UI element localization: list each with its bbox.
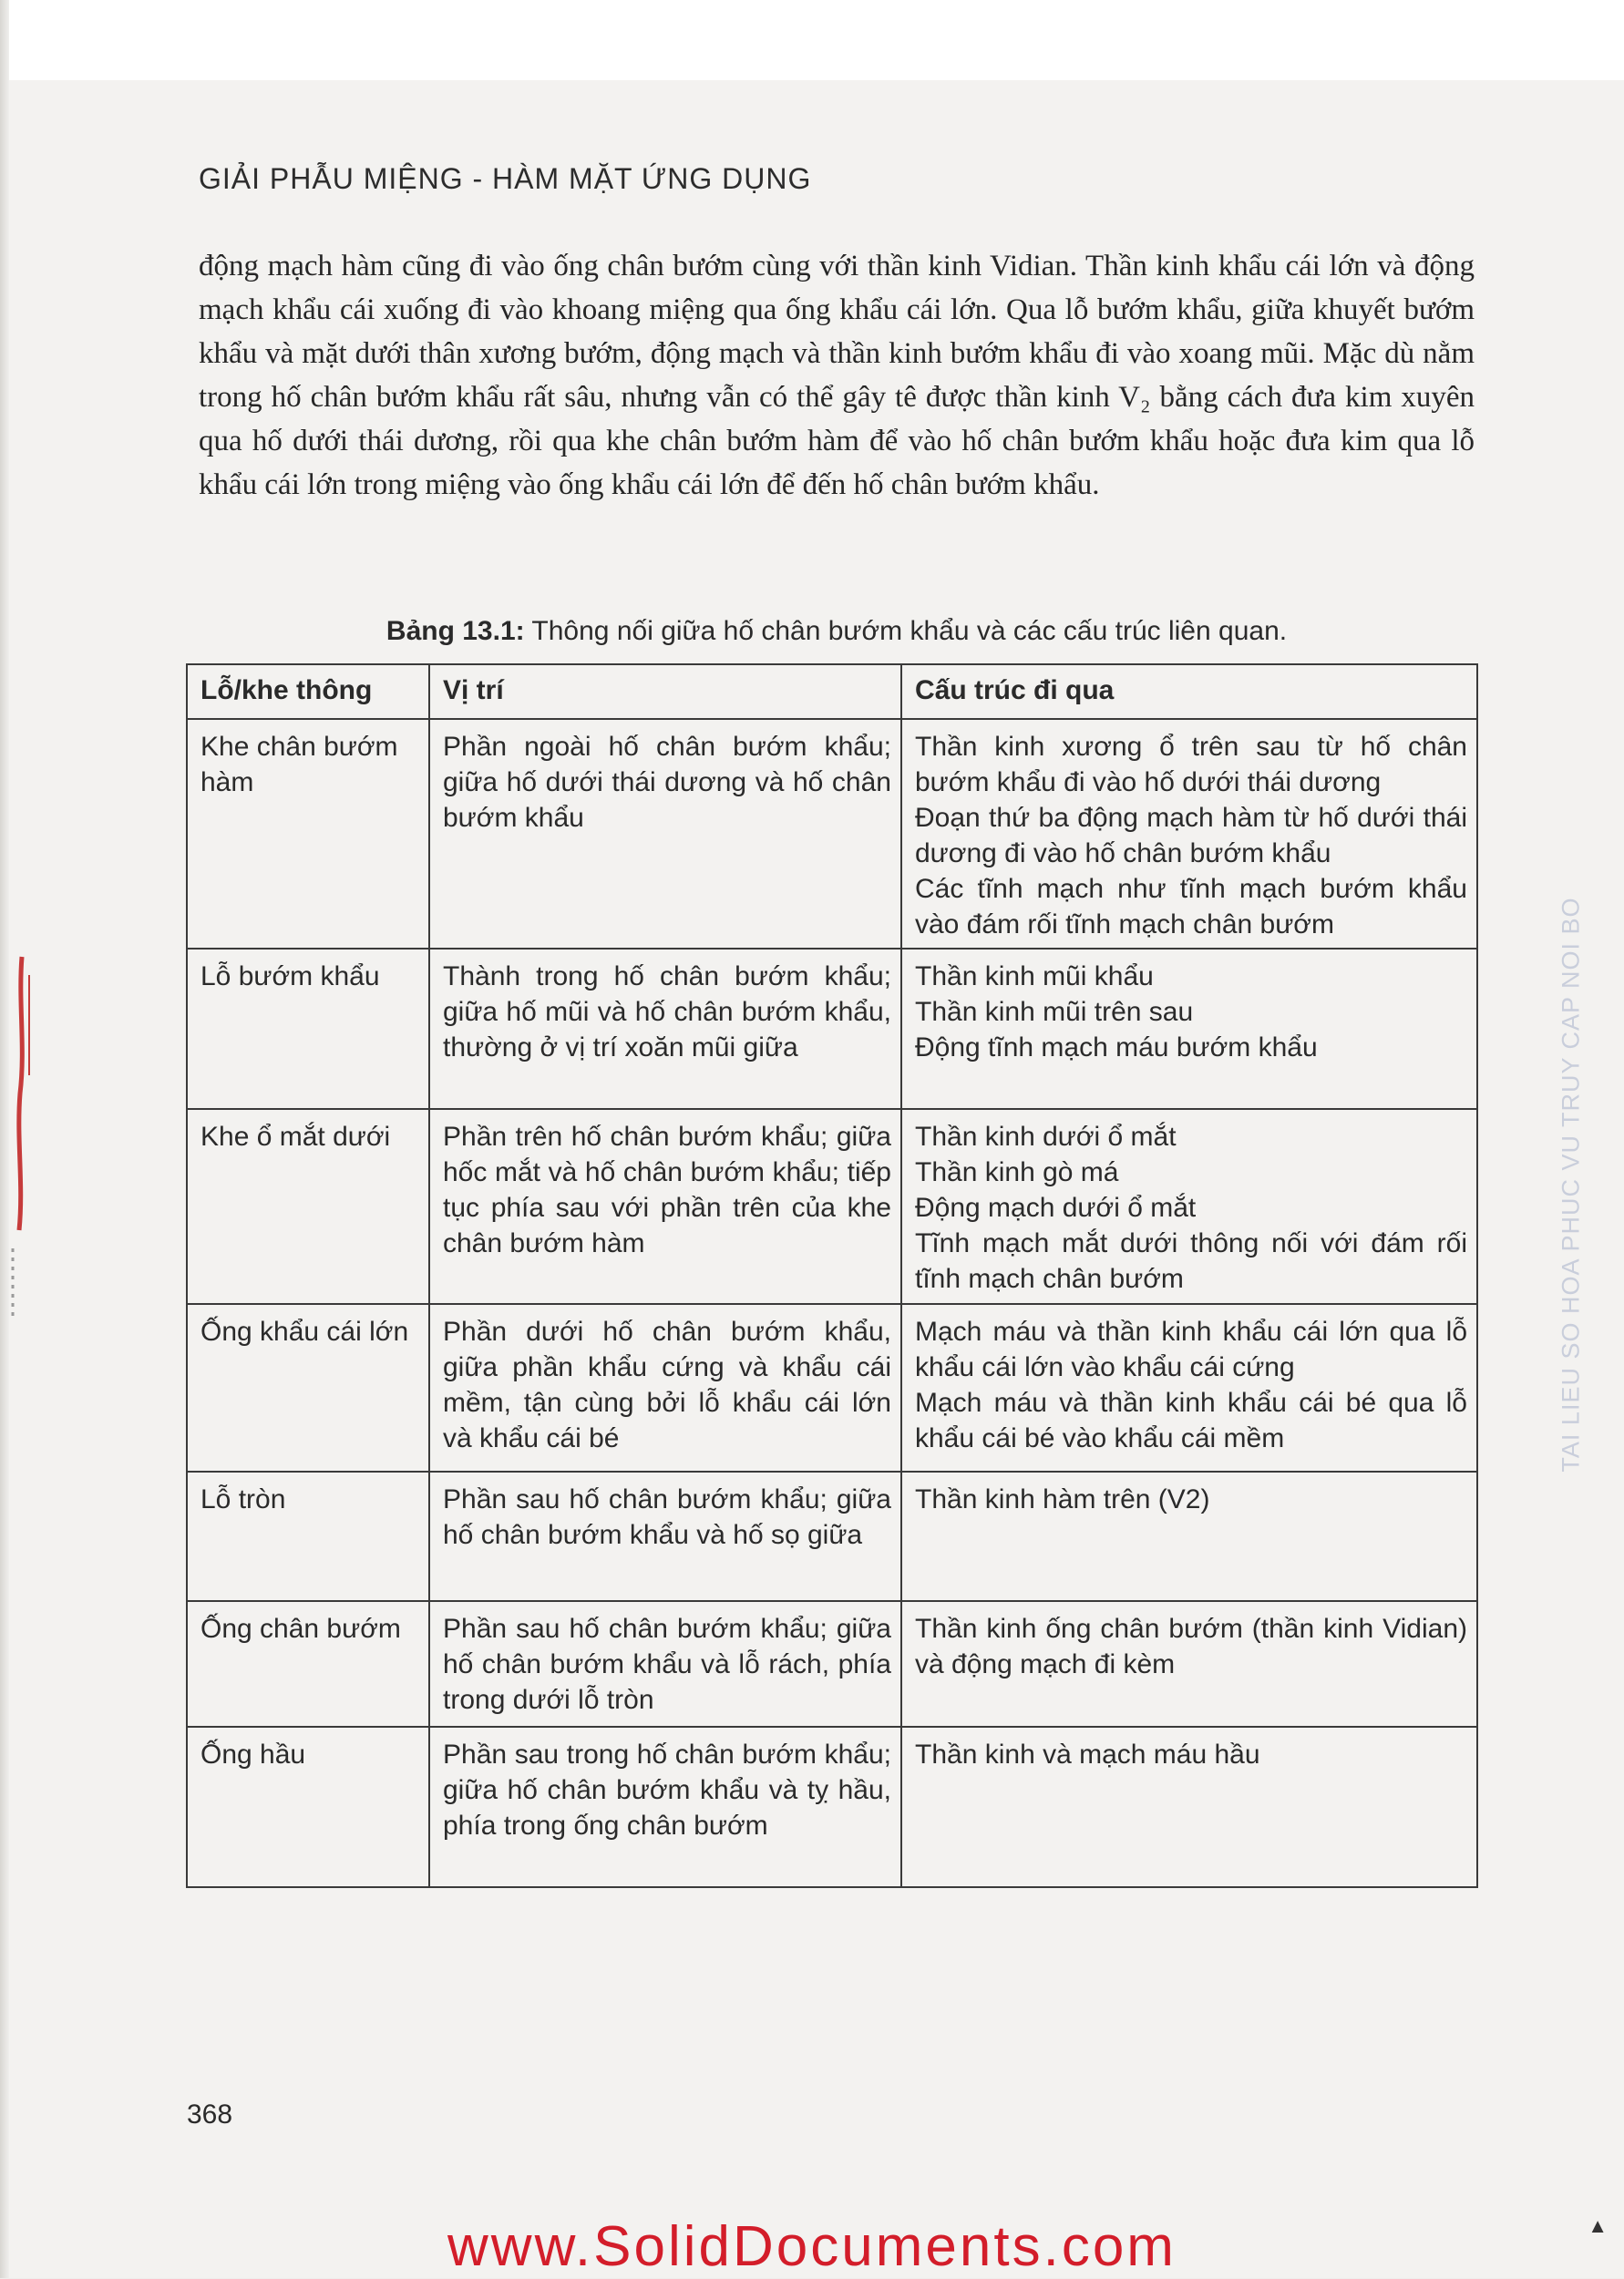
corner-arrow-icon: ▲ [1588, 2214, 1608, 2237]
cell-opening: Ống khẩu cái lớn [187, 1304, 429, 1472]
cell-location: Phần sau hố chân bướm khẩu; giữa hố chân bướm khẩu và hố sọ giữa [429, 1472, 901, 1601]
cell-structures [901, 1472, 1477, 1601]
column-header-structures: Cấu trúc đi qua [901, 664, 1477, 719]
cell-location: Thành trong hố chân bướm khẩu; giữa hố mũi và hố chân bướm khẩu, thường ở vị trí xoăn mũi giữa [429, 949, 901, 1109]
table-caption-text: Thông nối giữa hố chân bướm khẩu và các cấu trúc liên quan. [531, 616, 1288, 646]
margin-stamp-mark [2, 948, 38, 1330]
running-header: GIẢI PHẪU MIỆNG - HÀM MẶT ỨNG DỤNG [199, 162, 812, 195]
structure-item: Đoạn thứ ba động mạch hàm từ hố dưới thái dương đi vào hố chân bướm khẩu [915, 803, 1467, 868]
digitization-watermark: TAI LIEU SO HOA PHUC VU TRUY CAP NOI BO [1557, 897, 1585, 1473]
structure-item: Thần kinh ống chân bướm (thần kinh Vidian) và động mạch đi kèm [915, 1614, 1467, 1679]
table-row [187, 1109, 1477, 1304]
body-paragraph [199, 244, 1475, 507]
cell-location: Phần trên hố chân bướm khẩu; giữa hốc mắt và hố chân bướm khẩu; tiếp tục phía sau với phần trên của khe chân bướm hàm [429, 1109, 901, 1304]
table-caption [199, 616, 1475, 647]
structure-item: Mạch máu và thần kinh khẩu cái lớn qua lỗ khẩu cái lớn vào khẩu cái cứng [915, 1317, 1467, 1382]
cell-structures [901, 949, 1477, 1109]
cell-location: Phần ngoài hố chân bướm khẩu; giữa hố dưới thái dương và hố chân bướm khẩu [429, 719, 901, 949]
structure-item: Thần kinh và mạch máu hầu [915, 1740, 1260, 1770]
table-row [187, 1727, 1477, 1887]
cell-opening: Lỗ bướm khẩu [187, 949, 429, 1109]
table-row [187, 1601, 1477, 1727]
cell-opening: Khe chân bướm hàm [187, 719, 429, 949]
column-header-opening: Lỗ/khe thông [187, 664, 429, 719]
structure-item: Động tĩnh mạch máu bướm khẩu [915, 1032, 1318, 1063]
cell-structures [901, 719, 1477, 949]
structure-item: Thần kinh gò má [915, 1157, 1119, 1187]
structure-item: Thần kinh mũi khẩu [915, 961, 1154, 991]
cell-location: Phần sau hố chân bướm khẩu; giữa hố chân bướm khẩu và lỗ rách, phía trong dưới lỗ tròn [429, 1601, 901, 1727]
structure-item: Động mạch dưới ổ mắt [915, 1193, 1197, 1223]
structure-item: Thần kinh mũi trên sau [915, 997, 1194, 1027]
table-row [187, 1304, 1477, 1472]
cell-location: Phần sau trong hố chân bướm khẩu; giữa hố chân bướm khẩu và tỵ hầu, phía trong ống chân bướm [429, 1727, 901, 1887]
page-number: 368 [187, 2099, 233, 2130]
column-header-location: Vị trí [429, 664, 901, 719]
cell-structures [901, 1601, 1477, 1727]
connections-table [186, 663, 1478, 1888]
cell-opening: Ống chân bướm [187, 1601, 429, 1727]
cell-opening: Lỗ tròn [187, 1472, 429, 1601]
structure-item: Mạch máu và thần kinh khẩu cái bé qua lỗ khẩu cái bé vào khẩu cái mềm [915, 1388, 1467, 1453]
structure-item: Tĩnh mạch mắt dưới thông nối với đám rối tĩnh mạch chân bướm [915, 1228, 1467, 1294]
structure-item: Thần kinh dưới ổ mắt [915, 1122, 1177, 1152]
table-row [187, 719, 1477, 949]
table-header-row [187, 664, 1477, 719]
table-caption-label: Bảng 13.1: [385, 616, 525, 646]
cell-opening: Khe ổ mắt dưới [187, 1109, 429, 1304]
cell-structures [901, 1109, 1477, 1304]
footer-url-link[interactable]: www.SolidDocuments.com [447, 2215, 1177, 2278]
table-row [187, 949, 1477, 1109]
cell-structures [901, 1727, 1477, 1887]
scan-top-margin [0, 0, 1624, 80]
cell-location: Phần dưới hố chân bướm khẩu, giữa phần khẩu cứng và khẩu cái mềm, tận cùng bởi lỗ khẩu cái lớn và khẩu cái bé [429, 1304, 901, 1472]
structure-item: Thần kinh hàm trên (V2) [915, 1484, 1210, 1514]
structure-item: Thần kinh xương ổ trên sau từ hố chân bướm khẩu đi vào hố dưới thái dương [915, 732, 1467, 797]
cell-opening: Ống hầu [187, 1727, 429, 1887]
structure-item: Các tĩnh mạch như tĩnh mạch bướm khẩu vào đám rối tĩnh mạch chân bướm [915, 874, 1467, 939]
paragraph-text: động mạch hàm cũng đi vào ống chân bướm cùng với thần kinh Vidian. Thần kinh khẩu cái lớn và động mạch khẩu cái xuống đi vào khoang miệng qua ống khẩu cái lớn. Qua lỗ bướm khẩu, giữa khuyết bướm khẩu và mặt dưới thân xương bướm, động mạch và thần kinh bướm khẩu đi vào xoang mũi. Mặc dù nằm trong hố chân bướm khẩu rất sâu, nhưng vẫn có thể gây tê được thần kinh V₂ bằng cách đưa kim xuyên qua hố dưới thái dương, rồi qua khe chân bướm hàm để vào hố chân bướm khẩu hoặc đưa kim qua lỗ khẩu cái lớn trong miệng vào ống khẩu cái lớn để đến hố chân bướm khẩu. [199, 250, 1475, 501]
table-row [187, 1472, 1477, 1601]
cell-structures [901, 1304, 1477, 1472]
